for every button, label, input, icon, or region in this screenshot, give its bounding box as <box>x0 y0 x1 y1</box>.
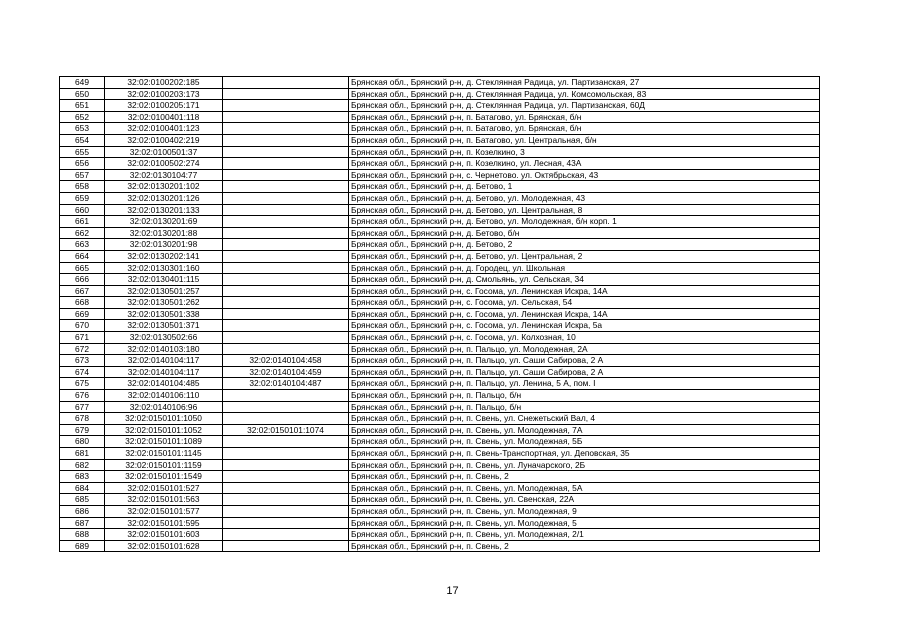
table-row <box>60 366 820 378</box>
row-number-cell: 682 <box>60 459 105 471</box>
related-cadastral-number-cell <box>223 482 349 494</box>
related-cadastral-number-cell <box>223 134 349 146</box>
cadastral-number-cell: 32:02:0100401:123 <box>105 123 223 135</box>
row-number-cell: 686 <box>60 505 105 517</box>
address-cell: Брянская обл., Брянский р-н, п. Свень, ул. Молодежная, 5А <box>349 482 820 494</box>
table-row <box>60 192 820 204</box>
related-cadastral-number-cell <box>223 297 349 309</box>
cadastral-number-cell: 32:02:0150101:1145 <box>105 448 223 460</box>
row-number-cell: 677 <box>60 401 105 413</box>
row-number-cell: 655 <box>60 146 105 158</box>
table-row <box>60 529 820 541</box>
row-number-cell: 675 <box>60 378 105 390</box>
address-cell: Брянская обл., Брянский р-н, п. Свень, ул. Молодежная, 7А <box>349 424 820 436</box>
cadastral-number-cell: 32:02:0150101:577 <box>105 505 223 517</box>
address-cell: Брянская обл., Брянский р-н, с. Госома, ул. Ленинская Искра, 14А <box>349 308 820 320</box>
related-cadastral-number-cell <box>223 77 349 89</box>
address-cell: Брянская обл., Брянский р-н, п. Свень-Транспортная, ул. Деповская, 35 <box>349 448 820 460</box>
cadastral-number-cell: 32:02:0150101:1052 <box>105 424 223 436</box>
address-cell: Брянская обл., Брянский р-н, п. Пальцо, ул. Ленина, 5 А, пом. I <box>349 378 820 390</box>
address-cell: Брянская обл., Брянский р-н, п. Свень, ул. Луначарского, 2Б <box>349 459 820 471</box>
address-cell: Брянская обл., Брянский р-н, с. Чернетово. ул. Октябрьская, 43 <box>349 169 820 181</box>
address-cell: Брянская обл., Брянский р-н, п. Свень, ул. Снежетьский Вал, 4 <box>349 413 820 425</box>
address-cell: Брянская обл., Брянский р-н, с. Госома, ул. Колхозная, 10 <box>349 332 820 344</box>
address-cell: Брянская обл., Брянский р-н, д. Бетово, 1 <box>349 181 820 193</box>
table-body <box>60 77 820 552</box>
address-cell: Брянская обл., Брянский р-н, с. Госома, ул. Ленинская Искра, 5а <box>349 320 820 332</box>
related-cadastral-number-cell <box>223 413 349 425</box>
related-cadastral-number-cell <box>223 123 349 135</box>
cadastral-number-cell: 32:02:0130401:115 <box>105 274 223 286</box>
related-cadastral-number-cell <box>223 216 349 228</box>
address-cell: Брянская обл., Брянский р-н, п. Пальцо, ул. Молодежная, 2А <box>349 343 820 355</box>
related-cadastral-number-cell <box>223 227 349 239</box>
related-cadastral-number-cell: 32:02:0140104:487 <box>223 378 349 390</box>
row-number-cell: 670 <box>60 320 105 332</box>
row-number-cell: 679 <box>60 424 105 436</box>
related-cadastral-number-cell <box>223 308 349 320</box>
cadastral-number-cell: 32:02:0150101:1549 <box>105 471 223 483</box>
row-number-cell: 685 <box>60 494 105 506</box>
cadastral-number-cell: 32:02:0130501:262 <box>105 297 223 309</box>
row-number-cell: 662 <box>60 227 105 239</box>
related-cadastral-number-cell <box>223 332 349 344</box>
row-number-cell: 674 <box>60 366 105 378</box>
table-row <box>60 332 820 344</box>
cadastral-number-cell: 32:02:0100203:173 <box>105 88 223 100</box>
row-number-cell: 678 <box>60 413 105 425</box>
address-cell: Брянская обл., Брянский р-н, д. Смольянь, ул. Сельская, 34 <box>349 274 820 286</box>
cadastral-number-cell: 32:02:0130201:98 <box>105 239 223 251</box>
table-row <box>60 100 820 112</box>
table-row <box>60 123 820 135</box>
address-cell: Брянская обл., Брянский р-н, п. Свень, ул. Молодежная, 5 <box>349 517 820 529</box>
row-number-cell: 681 <box>60 448 105 460</box>
address-cell: Брянская обл., Брянский р-н, д. Стеклянная Радица, ул. Партизанская, 60Д <box>349 100 820 112</box>
row-number-cell: 650 <box>60 88 105 100</box>
row-number-cell: 672 <box>60 343 105 355</box>
row-number-cell: 684 <box>60 482 105 494</box>
table-row <box>60 158 820 170</box>
related-cadastral-number-cell <box>223 250 349 262</box>
related-cadastral-number-cell <box>223 459 349 471</box>
table-row <box>60 424 820 436</box>
related-cadastral-number-cell <box>223 540 349 552</box>
address-cell: Брянская обл., Брянский р-н, п. Батагово, ул. Брянская, б/н <box>349 123 820 135</box>
related-cadastral-number-cell <box>223 239 349 251</box>
row-number-cell: 688 <box>60 529 105 541</box>
related-cadastral-number-cell <box>223 169 349 181</box>
row-number-cell: 658 <box>60 181 105 193</box>
related-cadastral-number-cell <box>223 285 349 297</box>
row-number-cell: 649 <box>60 77 105 89</box>
table-row <box>60 274 820 286</box>
cadastral-number-cell: 32:02:0150101:1089 <box>105 436 223 448</box>
related-cadastral-number-cell <box>223 529 349 541</box>
row-number-cell: 668 <box>60 297 105 309</box>
table-row <box>60 471 820 483</box>
table-row <box>60 262 820 274</box>
related-cadastral-number-cell <box>223 494 349 506</box>
cadastral-number-cell: 32:02:0130501:257 <box>105 285 223 297</box>
cadastral-number-cell: 32:02:0100205:171 <box>105 100 223 112</box>
table-row <box>60 355 820 367</box>
related-cadastral-number-cell <box>223 181 349 193</box>
address-cell: Брянская обл., Брянский р-н, д. Бетово, ул. Центральная, 8 <box>349 204 820 216</box>
row-number-cell: 664 <box>60 250 105 262</box>
cadastral-number-cell: 32:02:0140106:96 <box>105 401 223 413</box>
cadastral-number-cell: 32:02:0130202:141 <box>105 250 223 262</box>
row-number-cell: 651 <box>60 100 105 112</box>
related-cadastral-number-cell <box>223 192 349 204</box>
row-number-cell: 654 <box>60 134 105 146</box>
address-cell: Брянская обл., Брянский р-н, п. Свень, 2 <box>349 540 820 552</box>
related-cadastral-number-cell <box>223 262 349 274</box>
address-cell: Брянская обл., Брянский р-н, п. Свень, ул. Молодежная, 2/1 <box>349 529 820 541</box>
row-number-cell: 669 <box>60 308 105 320</box>
address-cell: Брянская обл., Брянский р-н, д. Бетово, ул. Молодежная, 43 <box>349 192 820 204</box>
address-cell: Брянская обл., Брянский р-н, д. Бетово, б/н <box>349 227 820 239</box>
cadastral-number-cell: 32:02:0100202:185 <box>105 77 223 89</box>
row-number-cell: 660 <box>60 204 105 216</box>
table-row <box>60 320 820 332</box>
table-row <box>60 390 820 402</box>
cadastral-number-cell: 32:02:0130301:160 <box>105 262 223 274</box>
related-cadastral-number-cell <box>223 448 349 460</box>
related-cadastral-number-cell <box>223 204 349 216</box>
table-row <box>60 540 820 552</box>
table-row <box>60 227 820 239</box>
address-cell: Брянская обл., Брянский р-н, д. Бетово, 2 <box>349 239 820 251</box>
related-cadastral-number-cell <box>223 390 349 402</box>
address-cell: Брянская обл., Брянский р-н, п. Свень, ул. Молодежная, 5Б <box>349 436 820 448</box>
cadastral-number-cell: 32:02:0130502:66 <box>105 332 223 344</box>
table-row <box>60 482 820 494</box>
address-cell: Брянская обл., Брянский р-н, п. Пальцо, б/н <box>349 390 820 402</box>
address-cell: Брянская обл., Брянский р-н, п. Пальцо, б/н <box>349 401 820 413</box>
table-row <box>60 146 820 158</box>
address-cell: Брянская обл., Брянский р-н, п. Козелкино, ул. Лесная, 43А <box>349 158 820 170</box>
row-number-cell: 671 <box>60 332 105 344</box>
cadastral-number-cell: 32:02:0130201:126 <box>105 192 223 204</box>
row-number-cell: 676 <box>60 390 105 402</box>
cadastral-number-cell: 32:02:0140104:117 <box>105 366 223 378</box>
address-cell: Брянская обл., Брянский р-н, п. Козелкино, 3 <box>349 146 820 158</box>
address-cell: Брянская обл., Брянский р-н, д. Стеклянная Радица, ул. Партизанская, 27 <box>349 77 820 89</box>
table-row <box>60 134 820 146</box>
row-number-cell: 657 <box>60 169 105 181</box>
row-number-cell: 667 <box>60 285 105 297</box>
table-row <box>60 494 820 506</box>
row-number-cell: 656 <box>60 158 105 170</box>
row-number-cell: 689 <box>60 540 105 552</box>
table-row <box>60 250 820 262</box>
related-cadastral-number-cell <box>223 146 349 158</box>
cadastral-number-cell: 32:02:0100402:219 <box>105 134 223 146</box>
cadastral-number-cell: 32:02:0130201:102 <box>105 181 223 193</box>
row-number-cell: 663 <box>60 239 105 251</box>
table-row <box>60 216 820 228</box>
table-row <box>60 505 820 517</box>
related-cadastral-number-cell <box>223 505 349 517</box>
row-number-cell: 680 <box>60 436 105 448</box>
address-cell: Брянская обл., Брянский р-н, п. Батагово, ул. Центральная, б/н <box>349 134 820 146</box>
row-number-cell: 666 <box>60 274 105 286</box>
address-cell: Брянская обл., Брянский р-н, п. Свень, ул. Молодежная, 9 <box>349 505 820 517</box>
cadastral-number-cell: 32:02:0130501:371 <box>105 320 223 332</box>
table-row <box>60 181 820 193</box>
table-row <box>60 88 820 100</box>
cadastral-number-cell: 32:02:0130201:133 <box>105 204 223 216</box>
related-cadastral-number-cell <box>223 88 349 100</box>
cadastral-number-cell: 32:02:0150101:527 <box>105 482 223 494</box>
table-row <box>60 459 820 471</box>
table-row <box>60 204 820 216</box>
table-row <box>60 169 820 181</box>
cadastral-number-cell: 32:02:0150101:628 <box>105 540 223 552</box>
row-number-cell: 665 <box>60 262 105 274</box>
row-number-cell: 673 <box>60 355 105 367</box>
table-row <box>60 285 820 297</box>
related-cadastral-number-cell <box>223 111 349 123</box>
table-row <box>60 413 820 425</box>
table-row <box>60 111 820 123</box>
table-row <box>60 517 820 529</box>
related-cadastral-number-cell <box>223 517 349 529</box>
row-number-cell: 659 <box>60 192 105 204</box>
cadastral-number-cell: 32:02:0140104:485 <box>105 378 223 390</box>
cadastral-number-cell: 32:02:0100401:118 <box>105 111 223 123</box>
cadastral-number-cell: 32:02:0130201:88 <box>105 227 223 239</box>
related-cadastral-number-cell: 32:02:0140104:459 <box>223 366 349 378</box>
address-cell: Брянская обл., Брянский р-н, п. Пальцо, ул. Саши Сабирова, 2 А <box>349 366 820 378</box>
address-cell: Брянская обл., Брянский р-н, д. Бетово, ул. Молодежная, б/н корп. 1 <box>349 216 820 228</box>
cadastral-number-cell: 32:02:0150101:563 <box>105 494 223 506</box>
table-row <box>60 436 820 448</box>
page-number: 17 <box>446 585 459 597</box>
table-row <box>60 401 820 413</box>
cadastral-number-cell: 32:02:0130501:338 <box>105 308 223 320</box>
row-number-cell: 687 <box>60 517 105 529</box>
cadastral-number-cell: 32:02:0100501:37 <box>105 146 223 158</box>
address-cell: Брянская обл., Брянский р-н, д. Городец, ул. Школьная <box>349 262 820 274</box>
table-row <box>60 308 820 320</box>
property-registry-table <box>59 76 820 552</box>
table-row <box>60 239 820 251</box>
cadastral-number-cell: 32:02:0140106:110 <box>105 390 223 402</box>
address-cell: Брянская обл., Брянский р-н, п. Батагово, ул. Брянская, б/н <box>349 111 820 123</box>
cadastral-number-cell: 32:02:0130201:69 <box>105 216 223 228</box>
address-cell: Брянская обл., Брянский р-н, д. Бетово, ул. Центральная, 2 <box>349 250 820 262</box>
related-cadastral-number-cell <box>223 158 349 170</box>
table-row <box>60 343 820 355</box>
related-cadastral-number-cell <box>223 100 349 112</box>
cadastral-number-cell: 32:02:0150101:1050 <box>105 413 223 425</box>
related-cadastral-number-cell: 32:02:0150101:1074 <box>223 424 349 436</box>
row-number-cell: 661 <box>60 216 105 228</box>
cadastral-number-cell: 32:02:0150101:1159 <box>105 459 223 471</box>
address-cell: Брянская обл., Брянский р-н, с. Госома, ул. Ленинская Искра, 14А <box>349 285 820 297</box>
address-cell: Брянская обл., Брянский р-н, п. Пальцо, ул. Саши Сабирова, 2 А <box>349 355 820 367</box>
cadastral-number-cell: 32:02:0150101:595 <box>105 517 223 529</box>
related-cadastral-number-cell <box>223 320 349 332</box>
row-number-cell: 683 <box>60 471 105 483</box>
row-number-cell: 652 <box>60 111 105 123</box>
address-cell: Брянская обл., Брянский р-н, с. Госома, ул. Сельская, 54 <box>349 297 820 309</box>
cadastral-number-cell: 32:02:0140103:180 <box>105 343 223 355</box>
cadastral-number-cell: 32:02:0130104:77 <box>105 169 223 181</box>
table-row <box>60 448 820 460</box>
related-cadastral-number-cell <box>223 401 349 413</box>
related-cadastral-number-cell <box>223 436 349 448</box>
related-cadastral-number-cell <box>223 274 349 286</box>
address-cell: Брянская обл., Брянский р-н, п. Свень, 2 <box>349 471 820 483</box>
table-row <box>60 378 820 390</box>
related-cadastral-number-cell <box>223 343 349 355</box>
table-row <box>60 297 820 309</box>
table-row <box>60 77 820 89</box>
address-cell: Брянская обл., Брянский р-н, п. Свень, ул. Свенская, 22А <box>349 494 820 506</box>
cadastral-number-cell: 32:02:0100502:274 <box>105 158 223 170</box>
related-cadastral-number-cell: 32:02:0140104:458 <box>223 355 349 367</box>
cadastral-number-cell: 32:02:0150101:603 <box>105 529 223 541</box>
cadastral-number-cell: 32:02:0140104:117 <box>105 355 223 367</box>
row-number-cell: 653 <box>60 123 105 135</box>
address-cell: Брянская обл., Брянский р-н, д. Стеклянная Радица, ул. Комсомольская, 83 <box>349 88 820 100</box>
related-cadastral-number-cell <box>223 471 349 483</box>
